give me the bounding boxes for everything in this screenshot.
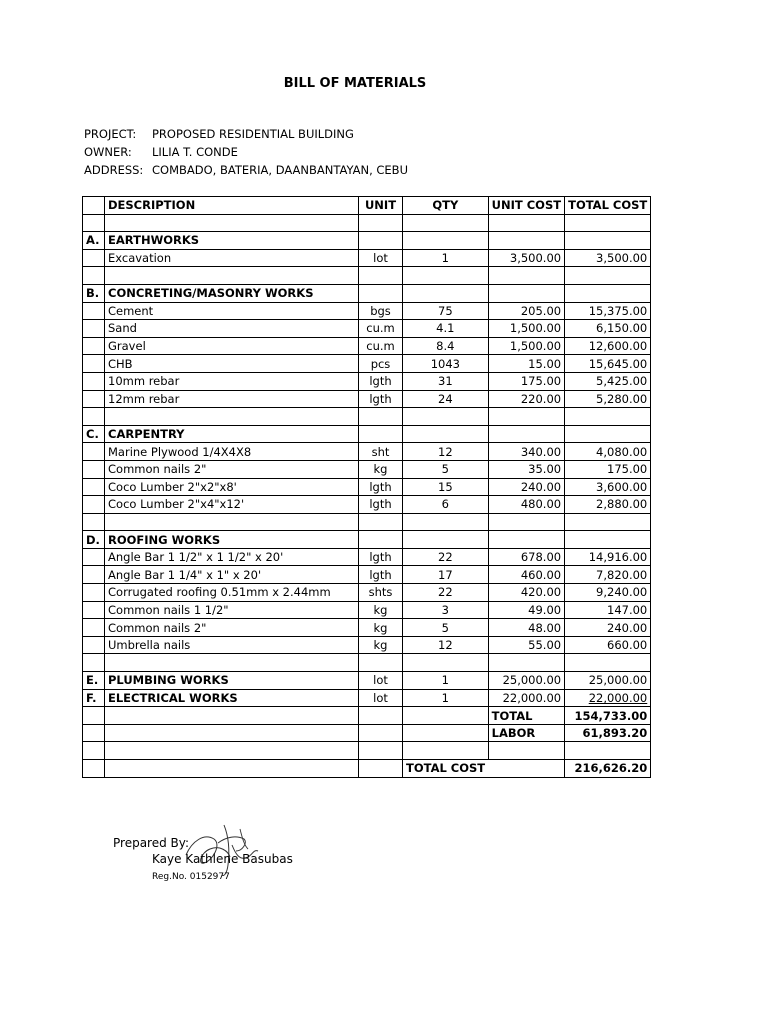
item-total-cost: 12,600.00 [565,337,651,355]
item-unit: shts [359,584,403,602]
total-label: TOTAL [488,707,564,725]
item-unit: cu.m [359,337,403,355]
item-unit: kg [359,601,403,619]
empty-cell [83,513,105,531]
item-total-cost: 9,240.00 [565,584,651,602]
empty-cell [488,513,564,531]
item-total-cost: 240.00 [565,619,651,637]
prepared-by-label: Prepared By: [113,836,190,850]
registration-number: Reg.No. 0152977 [152,872,230,882]
empty-cell [359,531,403,549]
item-unit: bgs [359,302,403,320]
item-qty: 1 [403,672,489,690]
item-unit: lgth [359,548,403,566]
item-code-cell [83,460,105,478]
item-unit: lgth [359,496,403,514]
empty-cell [403,214,489,232]
item-unit-cost: 175.00 [488,372,564,390]
labor-label: LABOR [488,724,564,742]
item-row [83,619,651,637]
empty-cell [105,654,359,672]
item-description: Excavation [105,249,359,267]
empty-cell [403,232,489,250]
empty-cell [565,425,651,443]
labor-value: 61,893.20 [565,724,651,742]
empty-cell [488,654,564,672]
item-unit: cu.m [359,320,403,338]
item-row [83,337,651,355]
item-qty: 22 [403,548,489,566]
item-description: 10mm rebar [105,372,359,390]
item-total-cost: 25,000.00 [565,672,651,690]
item-code-cell [83,601,105,619]
owner-label: OWNER: [84,145,132,159]
empty-cell [83,267,105,285]
item-qty: 5 [403,460,489,478]
item-qty: 22 [403,584,489,602]
item-unit-cost: 15.00 [488,355,564,373]
item-qty: 17 [403,566,489,584]
section-title: ELECTRICAL WORKS [105,689,359,707]
item-row [83,320,651,338]
project-row [84,125,408,143]
item-row [83,390,651,408]
labor-row [83,724,651,742]
item-description: Marine Plywood 1/4X4X8 [105,443,359,461]
blank-row [83,513,651,531]
empty-cell [359,742,403,760]
section-title: CONCRETING/MASONRY WORKS [105,284,359,302]
item-unit: kg [359,636,403,654]
empty-cell [488,232,564,250]
item-row [83,249,651,267]
empty-cell [359,654,403,672]
item-total-cost: 15,645.00 [565,355,651,373]
item-code-cell [83,619,105,637]
item-unit: sht [359,443,403,461]
empty-cell [565,214,651,232]
item-code-cell [83,636,105,654]
item-total-cost: 175.00 [565,460,651,478]
item-unit-cost: 220.00 [488,390,564,408]
item-qty: 1 [403,689,489,707]
item-row [83,636,651,654]
section-header-row [83,284,651,302]
empty-cell [359,267,403,285]
preparer-name: Kaye Kathlene Basubas [152,852,293,866]
item-qty: 6 [403,496,489,514]
item-code-cell [83,372,105,390]
address-value: COMBADO, BATERIA, DAANBANTAYAN, CEBU [152,163,408,177]
empty-cell [105,513,359,531]
item-unit: lgth [359,478,403,496]
empty-cell [105,408,359,426]
item-description: Common nails 2" [105,460,359,478]
owner-row [84,143,408,161]
item-row [83,496,651,514]
empty-cell [105,742,359,760]
item-unit-cost: 460.00 [488,566,564,584]
item-unit: pcs [359,355,403,373]
item-total-cost: 4,080.00 [565,443,651,461]
item-qty: 24 [403,390,489,408]
item-unit: lot [359,249,403,267]
item-total-cost: 147.00 [565,601,651,619]
empty-cell [565,513,651,531]
section-title: EARTHWORKS [105,232,359,250]
item-code-cell [83,584,105,602]
header-code-cell [83,197,105,215]
item-total-cost: 3,500.00 [565,249,651,267]
item-qty: 8.4 [403,337,489,355]
empty-cell [105,760,359,778]
empty-cell [488,284,564,302]
item-unit: lgth [359,390,403,408]
empty-cell [488,214,564,232]
empty-cell [403,707,489,725]
section-title: CARPENTRY [105,425,359,443]
empty-cell [565,408,651,426]
item-unit-cost: 240.00 [488,478,564,496]
empty-cell [83,654,105,672]
item-qty: 12 [403,636,489,654]
section-title: PLUMBING WORKS [105,672,359,690]
header-total-cost: TOTAL COST [565,197,651,215]
section-code: B. [83,284,105,302]
item-unit: lgth [359,372,403,390]
item-qty: 12 [403,443,489,461]
item-description: Angle Bar 1 1/2" x 1 1/2" x 20' [105,548,359,566]
empty-cell [359,707,403,725]
owner-value: LILIA T. CONDE [152,145,238,159]
item-unit-cost: 420.00 [488,584,564,602]
underlined-amount: 22,000.00 [588,690,648,705]
item-code-cell [83,302,105,320]
item-description: CHB [105,355,359,373]
item-total-cost: 2,880.00 [565,496,651,514]
item-code-cell [83,496,105,514]
total-row [83,707,651,725]
empty-cell [359,214,403,232]
empty-cell [565,267,651,285]
item-code-cell [83,566,105,584]
item-unit-cost: 340.00 [488,443,564,461]
empty-cell [403,513,489,531]
item-row [83,566,651,584]
blank-row [83,408,651,426]
item-row [83,443,651,461]
item-description: Sand [105,320,359,338]
item-row [83,355,651,373]
project-value: PROPOSED RESIDENTIAL BUILDING [152,127,354,141]
blank-row [83,742,651,760]
item-code-cell [83,355,105,373]
item-unit: lgth [359,566,403,584]
empty-cell [83,214,105,232]
item-qty: 15 [403,478,489,496]
blank-row [83,214,651,232]
grand-total-row [83,760,651,778]
item-description: Common nails 1 1/2" [105,601,359,619]
empty-cell [105,214,359,232]
item-qty: 31 [403,372,489,390]
item-total-cost [565,689,651,707]
item-description: Coco Lumber 2"x2"x8' [105,478,359,496]
section-header-row [83,232,651,250]
section-line-row [83,672,651,690]
item-row [83,548,651,566]
item-row [83,302,651,320]
item-description: Corrugated roofing 0.51mm x 2.44mm [105,584,359,602]
section-code: F. [83,689,105,707]
empty-cell [403,408,489,426]
item-description: Umbrella nails [105,636,359,654]
item-code-cell [83,478,105,496]
bill-of-materials-table [82,196,651,778]
empty-cell [403,267,489,285]
item-unit-cost: 3,500.00 [488,249,564,267]
item-unit-cost: 205.00 [488,302,564,320]
empty-cell [488,531,564,549]
empty-cell [488,425,564,443]
item-qty: 4.1 [403,320,489,338]
empty-cell [83,760,105,778]
empty-cell [488,267,564,285]
item-code-cell [83,337,105,355]
section-title: ROOFING WORKS [105,531,359,549]
empty-cell [359,760,403,778]
item-unit-cost: 1,500.00 [488,337,564,355]
empty-cell [403,531,489,549]
item-qty: 3 [403,601,489,619]
empty-cell [105,707,359,725]
empty-cell [359,284,403,302]
table-header-row [83,197,651,215]
item-row [83,460,651,478]
item-code-cell [83,548,105,566]
item-qty: 1043 [403,355,489,373]
item-description: Coco Lumber 2"x4"x12' [105,496,359,514]
item-total-cost: 14,916.00 [565,548,651,566]
empty-cell [488,760,564,778]
section-header-row [83,531,651,549]
section-code: A. [83,232,105,250]
item-unit-cost: 25,000.00 [488,672,564,690]
empty-cell [359,408,403,426]
empty-cell [403,654,489,672]
item-row [83,601,651,619]
item-code-cell [83,390,105,408]
empty-cell [83,724,105,742]
project-label: PROJECT: [84,127,137,141]
item-total-cost: 6,150.00 [565,320,651,338]
empty-cell [403,742,489,760]
item-code-cell [83,443,105,461]
address-label: ADDRESS: [84,163,144,177]
section-line-row [83,689,651,707]
item-total-cost: 5,425.00 [565,372,651,390]
empty-cell [83,408,105,426]
blank-row [83,267,651,285]
empty-cell [403,724,489,742]
empty-cell [403,284,489,302]
item-description: Angle Bar 1 1/4" x 1" x 20' [105,566,359,584]
empty-cell [359,513,403,531]
grand-total-label: TOTAL COST [403,760,489,778]
section-code: E. [83,672,105,690]
header-description: DESCRIPTION [105,197,359,215]
item-unit-cost: 1,500.00 [488,320,564,338]
item-unit: kg [359,460,403,478]
item-total-cost: 15,375.00 [565,302,651,320]
item-row [83,372,651,390]
empty-cell [565,531,651,549]
item-description: 12mm rebar [105,390,359,408]
section-code: C. [83,425,105,443]
item-qty: 1 [403,249,489,267]
item-qty: 5 [403,619,489,637]
item-unit: kg [359,619,403,637]
header-qty: QTY [403,197,489,215]
item-description: Gravel [105,337,359,355]
empty-cell [488,742,564,760]
empty-cell [403,425,489,443]
empty-cell [83,707,105,725]
empty-cell [105,724,359,742]
item-total-cost: 5,280.00 [565,390,651,408]
item-unit: lot [359,689,403,707]
item-total-cost: 7,820.00 [565,566,651,584]
item-total-cost: 660.00 [565,636,651,654]
blank-row [83,654,651,672]
empty-cell [565,232,651,250]
empty-cell [359,724,403,742]
item-code-cell [83,249,105,267]
grand-total-value: 216,626.20 [565,760,651,778]
section-code: D. [83,531,105,549]
empty-cell [565,742,651,760]
item-unit-cost: 49.00 [488,601,564,619]
item-unit-cost: 55.00 [488,636,564,654]
item-description: Cement [105,302,359,320]
empty-cell [359,425,403,443]
section-header-row [83,425,651,443]
item-unit-cost: 48.00 [488,619,564,637]
item-description: Common nails 2" [105,619,359,637]
empty-cell [488,408,564,426]
empty-cell [565,654,651,672]
total-value: 154,733.00 [565,707,651,725]
item-unit-cost: 678.00 [488,548,564,566]
header-unit: UNIT [359,197,403,215]
empty-cell [105,267,359,285]
document-title: BILL OF MATERIALS [283,76,427,91]
empty-cell [565,284,651,302]
item-row [83,478,651,496]
item-unit-cost: 35.00 [488,460,564,478]
item-unit: lot [359,672,403,690]
item-qty: 75 [403,302,489,320]
project-info [84,125,408,179]
item-row [83,584,651,602]
item-unit-cost: 22,000.00 [488,689,564,707]
header-unit-cost: UNIT COST [488,197,564,215]
item-code-cell [83,320,105,338]
item-total-cost: 3,600.00 [565,478,651,496]
empty-cell [359,232,403,250]
address-row [84,161,408,179]
empty-cell [83,742,105,760]
item-unit-cost: 480.00 [488,496,564,514]
